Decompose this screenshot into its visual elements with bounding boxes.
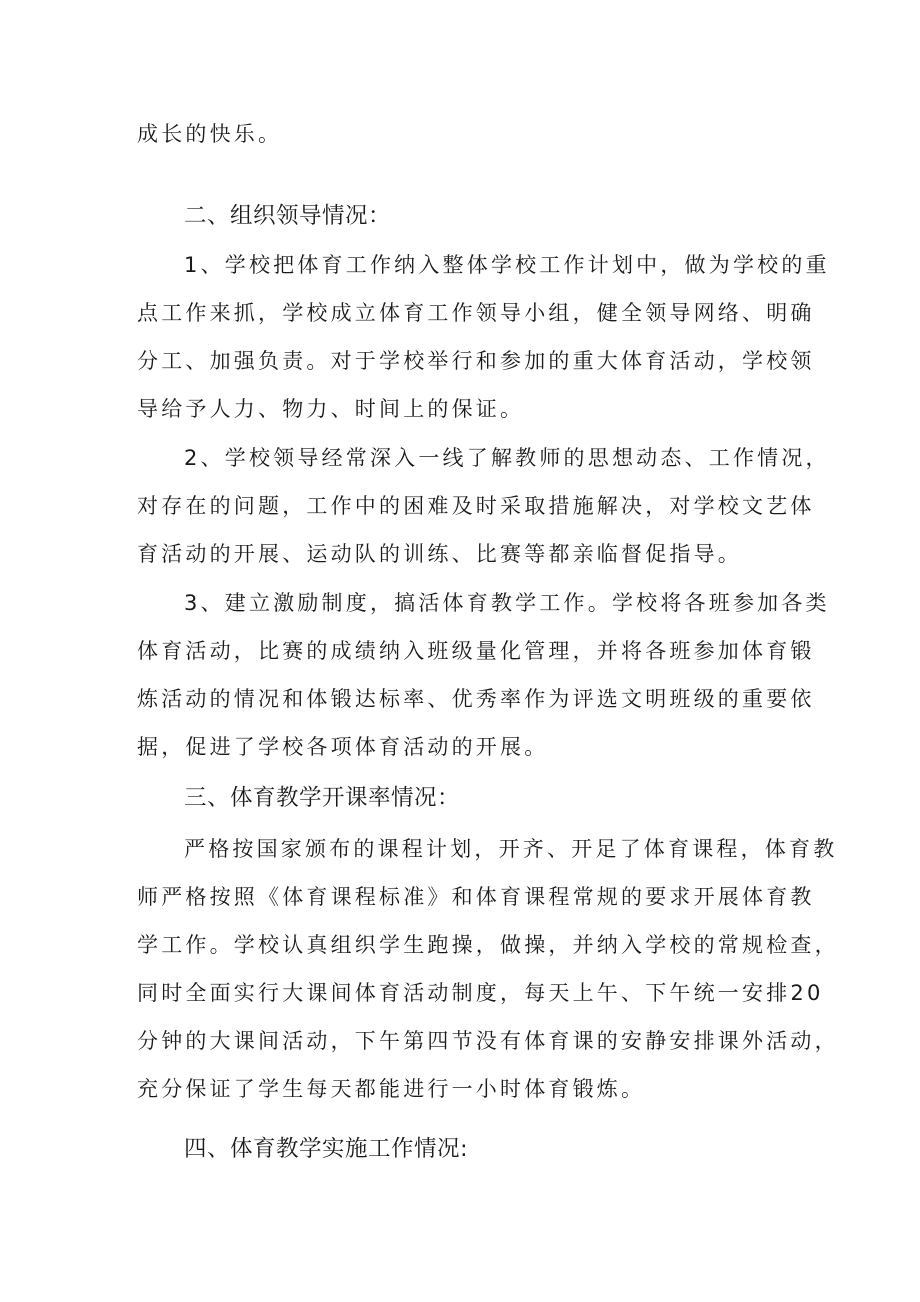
paragraph-line: 学工作。学校认真组织学生跑操，做操，并纳入学校的常规检查，: [137, 933, 839, 957]
paragraph-line: 对存在的问题，工作中的困难及时采取措施解决，对学校文艺体: [137, 494, 815, 518]
paragraph-line: 严格按国家颁布的课程计划，开齐、开足了体育课程，体育教: [184, 837, 838, 861]
paragraph-line: 充分保证了学生每天都能进行一小时体育锻炼。: [137, 1077, 646, 1101]
paragraph-line: 据，促进了学校各项体育活动的开展。: [137, 735, 549, 759]
paragraph-line: 2、学校领导经常深入一线了解教师的思想动态、工作情况，: [184, 446, 830, 470]
paragraph-line: 育活动的开展、运动队的训练、比赛等都亲临督促指导。: [137, 542, 742, 566]
paragraph-line: 师严格按照《体育课程标准》和体育课程常规的要求开展体育教: [137, 885, 815, 909]
paragraph-line: 分工、加强负责。对于学校举行和参加的重大体育活动，学校领: [137, 349, 815, 373]
paragraph-line: 点工作来抓，学校成立体育工作领导小组，健全领导网络、明确: [137, 301, 815, 325]
paragraph-line: 分钟的大课间活动，下午第四节没有体育课的安静安排课外活动，: [137, 1029, 839, 1053]
paragraph-line: 导给予人力、物力、时间上的保证。: [137, 397, 525, 421]
section-heading-course-rate: 三、体育教学开课率情况：: [184, 785, 461, 811]
paragraph-line: 同时全面实行大课间体育活动制度，每天上午、下午统一安排20: [137, 981, 824, 1005]
paragraph-line: 炼活动的情况和体锻达标率、优秀率作为评选文明班级的重要依: [137, 687, 815, 711]
section-heading-implementation: 四、体育教学实施工作情况:: [184, 1136, 469, 1162]
paragraph-line: 成长的快乐。: [137, 122, 283, 146]
paragraph-line: 体育活动，比赛的成绩纳入班级量化管理，并将各班参加体育锻: [137, 639, 815, 663]
section-heading-organization: 二、组织领导情况：: [184, 203, 392, 229]
paragraph-line: 1、学校把体育工作纳入整体学校工作计划中，做为学校的重: [184, 253, 830, 277]
paragraph-line: 3、建立激励制度，搞活体育教学工作。学校将各班参加各类: [184, 591, 830, 615]
